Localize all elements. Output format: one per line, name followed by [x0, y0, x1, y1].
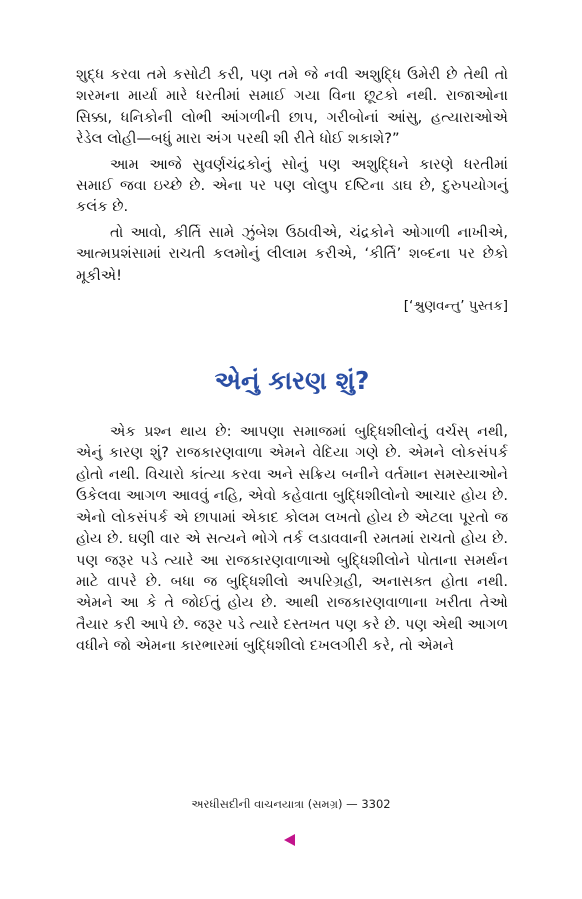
- paragraph-call-to-action: તો આવો, કીર્તિ સામે ઝુંબેશ ઉઠાવીએ, ચંદ્રકોને ઓગાળી નાખીએ, આત્મપ્રશંસામાં રાચતી કલમોનું લીલામ કરીએ, ‘કીર્તિ’ શબ્દના પર છેકો મૂકીએ!: [76, 223, 508, 284]
- source-citation: [‘શ્રુણવન્તુ’ પુસ્તક]: [403, 298, 508, 315]
- section-title: એનું કારણ શું?: [214, 366, 370, 396]
- paragraph-continuation: શુદ્ધ કરવા તમે કસોટી કરી, પણ તમે જે નવી અશુદ્ધિ ઉમેરી છે તેથી તો શરમના માર્યા મારે ધરતીમાં સમાઈ ગયા વિના છૂટકો નથી. રાજાઓના સિક્કા, ધનિકોની લોભી આંગળીની છાપ, ગરીબોનાં આંસુ, હત્યારાઓએ રેડેલ લોહી—બધું મારા અંગ પરથી શી રીતે ધોઈ શકાશે?”: [76, 66, 508, 148]
- page-body: [76, 64, 508, 657]
- page-footer: અરધીસદીની વાચનયાત્રા (સમગ્ર) — 3302: [191, 797, 391, 811]
- left-triangle-icon[interactable]: [284, 834, 295, 846]
- paragraph-main: એક પ્રશ્ન થાય છે: આપણા સમાજમાં બુદ્ધિશીલોનું વર્ચસ્ નથી, એનું કારણ શું? રાજકારણવાળા એમને વેદિયા ગણે છે. એમને લોકસંપર્ક હોતો નથી. વિચારો કાંત્યા કરવા અને સક્રિય બનીને વર્તમાન સમસ્યાઓને ઉકેલવા આગળ આવવું નહિ, એવો કહેવાતા બુદ્ધિશીલોનો આચાર હોય છે. એનો લોકસંપર્ક એ છાપામાં એકાદ કોલમ લખતો હોય છે એટલા પૂરતો જ હોય છે. ઘણી વાર એ સત્યને ભોગે તર્ક લડાવવાની રમતમાં રાચતો હોય છે. પણ જરૂર પડે ત્યારે આ રાજકારણવાળાઓ બુદ્ધિશીલોને પોતાના સમર્થન માટે વાપરે છે. બધા જ બુદ્ધિશીલો અપરિગ્રહી, અનાસક્ત હોતા નથી. એમને આ કે તે જોઈતું હોય છે. આથી રાજકારણવાળાના ખરીતા તેઓ તૈયાર કરી આપે છે. જરૂર પડે ત્યારે દસ્તખત પણ કરે છે. પણ એથી આગળ વધીને જો એમના કારભારમાં બુદ્ધિશીલો દખલગીરી કરે, તો એમને: [76, 423, 508, 655]
- paragraph-gold-medals: આમ આજે સુવર્ણચંદ્રકોનું સોનું પણ અશુદ્ધિને કારણે ધરતીમાં સમાઈ જવા ઇચ્છે છે. એના પર પણ લોલુપ દષ્ટિના ડાઘ છે, દુરુપયોગનું કલંક છે.: [76, 155, 508, 216]
